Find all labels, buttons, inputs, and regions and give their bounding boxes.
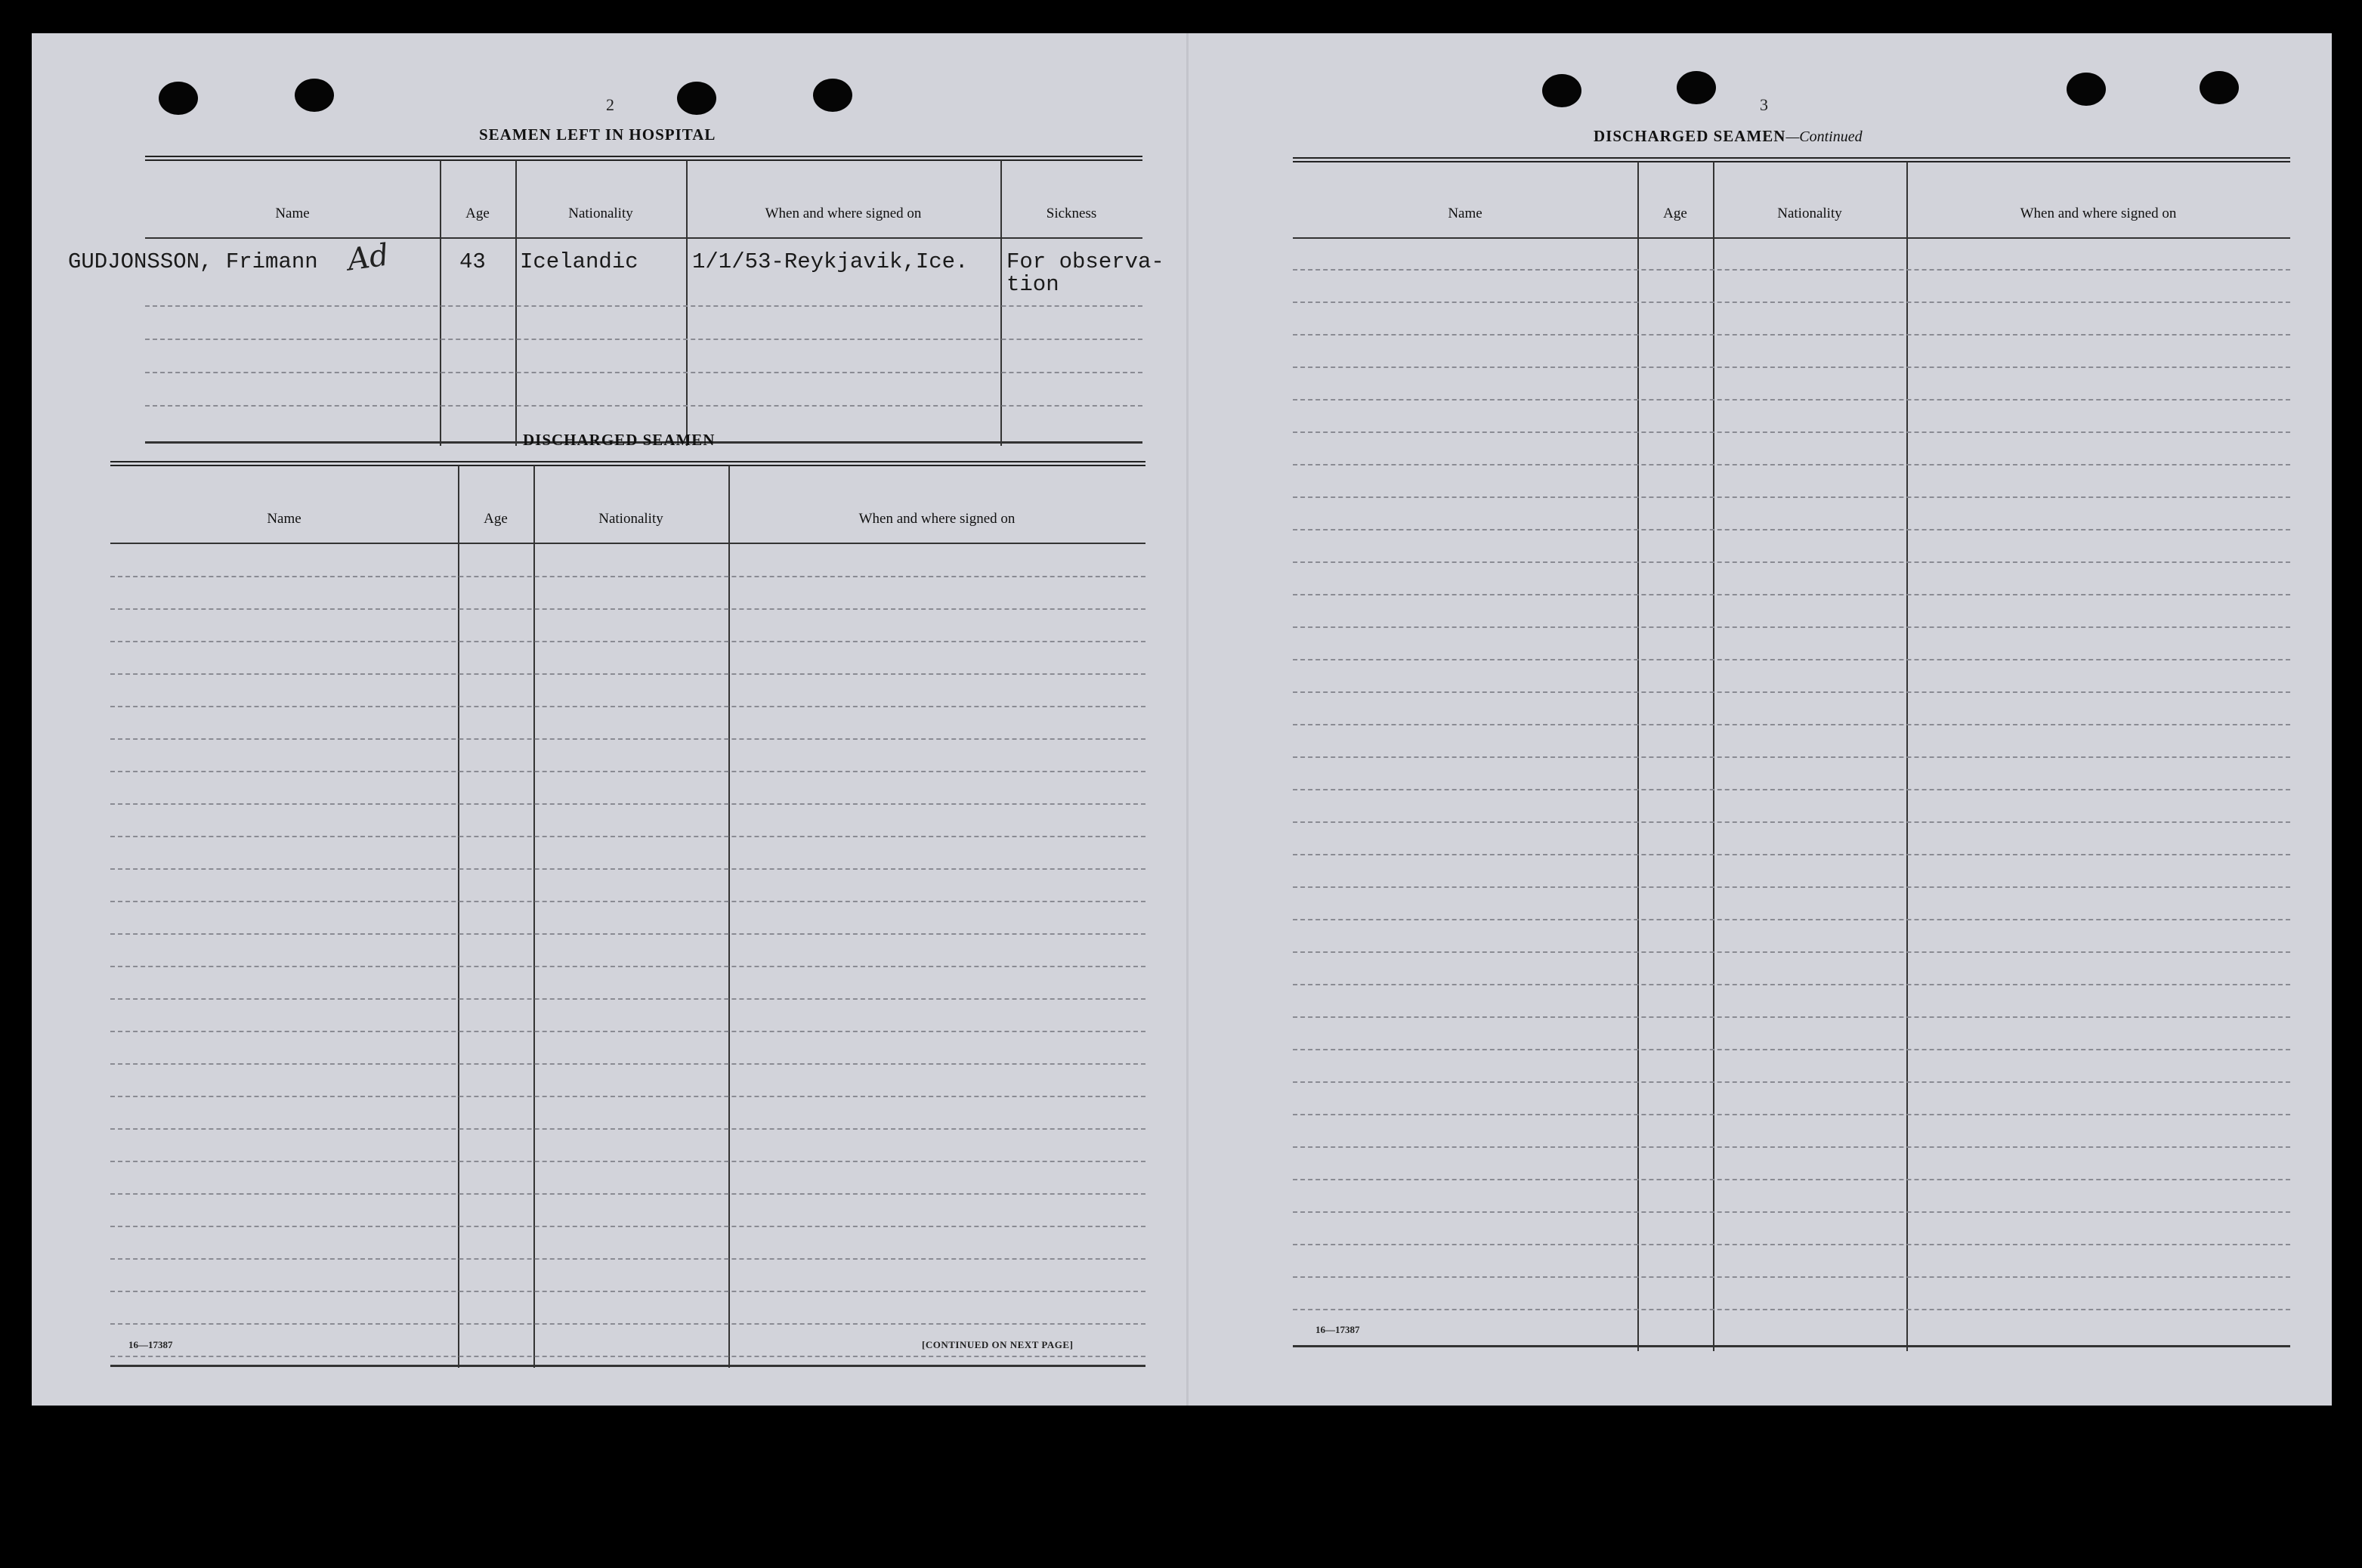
- punch-hole: [677, 82, 716, 115]
- discharged-continued-title: [1594, 127, 1863, 146]
- hospital-entry-sickness: For observa-tion: [1006, 249, 1164, 297]
- row-rule: [110, 1096, 1145, 1097]
- continued-note: [CONTINUED ON NEXT PAGE]: [922, 1339, 1074, 1350]
- hospital-entry-nationality: Icelandic: [520, 249, 638, 274]
- hospital-entry-name: GUDJONSSON, Frimann: [68, 249, 318, 274]
- row-rule: [110, 1356, 1145, 1357]
- hospital-table: [145, 156, 1142, 446]
- row-rule: [1293, 1179, 2290, 1180]
- row-rule: [1293, 1081, 2290, 1083]
- punch-hole: [295, 79, 334, 112]
- hospital-entry-age: 43: [459, 249, 486, 274]
- header-rule: [1293, 237, 2290, 239]
- column-divider: [533, 465, 535, 1368]
- row-rule: [110, 1031, 1145, 1032]
- discharged-section-title: DISCHARGED SEAMEN: [523, 431, 716, 449]
- row-rule: [110, 1258, 1145, 1260]
- title-main: DISCHARGED SEAMEN: [1594, 127, 1786, 145]
- title-suffix: —Continued: [1785, 128, 1863, 145]
- row-rule: [1293, 984, 2290, 985]
- row-rule: [1293, 951, 2290, 953]
- row-rule: [145, 405, 1142, 407]
- column-header-age: Age: [465, 206, 490, 221]
- header-rule: [145, 237, 1142, 239]
- row-rule: [1293, 366, 2290, 368]
- column-divider: [440, 160, 441, 446]
- column-header-signed-on: When and where signed on: [858, 511, 1016, 527]
- row-rule: [1293, 854, 2290, 855]
- row-rule: [1293, 302, 2290, 303]
- row-rule: [1293, 821, 2290, 823]
- row-rule: [1293, 1146, 2290, 1148]
- page-number: 3: [1760, 95, 1768, 114]
- row-rule: [1293, 1276, 2290, 1278]
- discharged-table-left: [110, 461, 1145, 1368]
- row-rule: [1293, 1211, 2290, 1213]
- row-rule: [1293, 1244, 2290, 1245]
- row-rule: [1293, 561, 2290, 563]
- row-rule: [1293, 529, 2290, 530]
- row-rule: [1293, 1114, 2290, 1115]
- row-rule: [1293, 756, 2290, 758]
- table-top-rule: [1293, 157, 2290, 162]
- row-rule: [1293, 919, 2290, 920]
- column-header-signed-on: When and where signed on: [2020, 206, 2177, 221]
- column-divider: [728, 465, 730, 1368]
- row-rule: [1293, 464, 2290, 465]
- column-header-name: Name: [267, 511, 301, 527]
- column-header-nationality: Nationality: [568, 206, 633, 221]
- right-page: [1189, 33, 2332, 1406]
- column-header-age: Age: [484, 511, 508, 527]
- handwritten-initials: Ad: [345, 237, 391, 278]
- form-code: 16—17387: [1315, 1324, 1360, 1335]
- row-rule: [145, 339, 1142, 340]
- punch-hole: [159, 82, 198, 115]
- row-rule: [1293, 626, 2290, 628]
- column-header-nationality: Nationality: [1777, 206, 1842, 221]
- form-code: 16—17387: [128, 1339, 173, 1350]
- column-header-age: Age: [1663, 206, 1687, 221]
- row-rule: [110, 901, 1145, 902]
- table-bottom-rule: [1293, 1345, 2290, 1347]
- row-rule: [110, 641, 1145, 642]
- row-rule: [145, 372, 1142, 373]
- row-rule: [1293, 594, 2290, 595]
- table-top-rule: [145, 156, 1142, 161]
- row-rule: [110, 673, 1145, 675]
- row-rule: [1293, 724, 2290, 725]
- row-rule: [1293, 1309, 2290, 1310]
- row-rule: [110, 1323, 1145, 1325]
- row-rule: [110, 608, 1145, 610]
- page-number: 2: [606, 95, 614, 114]
- column-header-sickness: Sickness: [1046, 206, 1097, 221]
- row-rule: [1293, 1049, 2290, 1050]
- punch-hole: [1677, 71, 1716, 104]
- row-rule: [1293, 691, 2290, 693]
- row-rule: [1293, 659, 2290, 660]
- discharged-table-right: [1293, 157, 2290, 1351]
- row-rule: [110, 933, 1145, 935]
- row-rule: [110, 868, 1145, 870]
- row-rule: [110, 738, 1145, 740]
- column-header-name: Name: [1448, 206, 1482, 221]
- column-header-name: Name: [275, 206, 310, 221]
- row-rule: [110, 998, 1145, 1000]
- row-rule: [110, 706, 1145, 707]
- row-rule: [110, 1063, 1145, 1065]
- row-rule: [1293, 886, 2290, 888]
- punch-hole: [2067, 73, 2106, 106]
- row-rule: [1293, 789, 2290, 790]
- column-divider: [1000, 160, 1002, 446]
- row-rule: [1293, 334, 2290, 336]
- row-rule: [110, 771, 1145, 772]
- column-header-nationality: Nationality: [598, 511, 663, 527]
- punch-hole: [813, 79, 852, 112]
- row-rule: [110, 1128, 1145, 1130]
- row-rule: [110, 1193, 1145, 1195]
- form-sheet: [32, 33, 2332, 1406]
- header-rule: [110, 543, 1145, 544]
- row-rule: [110, 576, 1145, 577]
- column-header-signed-on: When and where signed on: [765, 206, 922, 221]
- hospital-section-title: SEAMEN LEFT IN HOSPITAL: [479, 125, 716, 144]
- row-rule: [1293, 399, 2290, 401]
- row-rule: [1293, 1016, 2290, 1018]
- row-rule: [1293, 496, 2290, 498]
- row-rule: [110, 836, 1145, 837]
- column-divider: [458, 465, 459, 1368]
- table-top-rule: [110, 461, 1145, 466]
- row-rule: [110, 966, 1145, 967]
- column-divider: [515, 160, 517, 446]
- row-rule: [1293, 269, 2290, 271]
- punch-hole: [1542, 74, 1581, 107]
- hospital-entry-signed-on: 1/1/53-Reykjavik,Ice.: [692, 249, 969, 274]
- row-rule: [145, 305, 1142, 307]
- left-page: [32, 33, 1186, 1406]
- punch-hole: [2200, 71, 2239, 104]
- table-bottom-rule: [110, 1365, 1145, 1367]
- row-rule: [110, 1226, 1145, 1227]
- column-divider: [686, 160, 688, 446]
- row-rule: [110, 803, 1145, 805]
- row-rule: [1293, 431, 2290, 433]
- row-rule: [110, 1291, 1145, 1292]
- row-rule: [110, 1161, 1145, 1162]
